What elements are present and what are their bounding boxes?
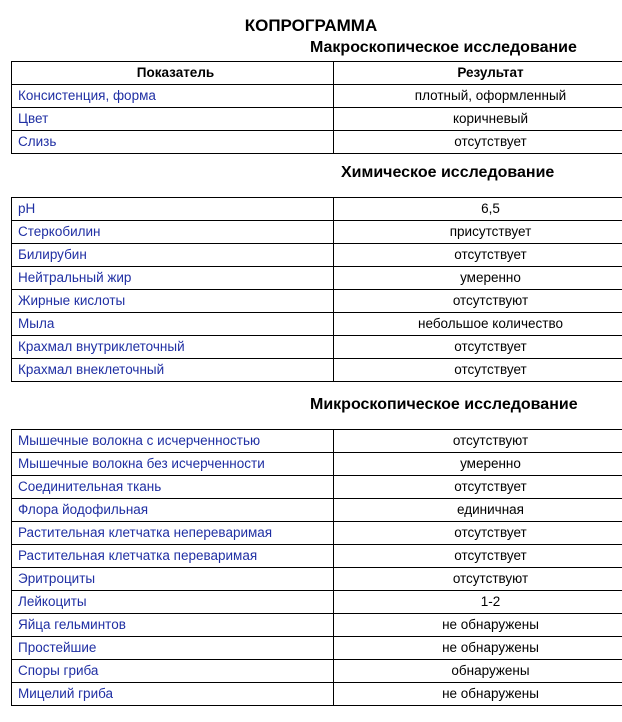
indicator-name: Мицелий гриба xyxy=(12,683,334,706)
table-row xyxy=(12,453,622,476)
indicator-result: умеренно xyxy=(334,267,622,290)
indicator-name: Мышечные волокна с исчерченностью xyxy=(12,430,334,453)
indicator-result: единичная xyxy=(334,499,622,522)
indicator-result: плотный, оформленный xyxy=(334,85,622,108)
indicator-name: Простейшие xyxy=(12,637,334,660)
indicator-result: отсутствуют xyxy=(334,430,622,453)
indicator-result: умеренно xyxy=(334,453,622,476)
table-row xyxy=(12,545,622,568)
indicator-name: Мышечные волокна без исчерченности xyxy=(12,453,334,476)
indicator-name: Растительная клетчатка переваримая xyxy=(12,545,334,568)
indicator-name: Флора йодофильная xyxy=(12,499,334,522)
table-row xyxy=(12,131,622,154)
header-result: Результат xyxy=(334,62,622,85)
indicator-result: отсутствует xyxy=(334,476,622,499)
table-row xyxy=(12,683,622,706)
indicator-result: коричневый xyxy=(334,108,622,131)
indicator-name: Лейкоциты xyxy=(12,591,334,614)
micro-section-heading: Микроскопическое исследование xyxy=(310,396,578,413)
indicator-name: Жирные кислоты xyxy=(12,290,334,313)
table-row xyxy=(12,198,622,221)
indicator-name: Растительная клетчатка непереваримая xyxy=(12,522,334,545)
table-header-row xyxy=(12,62,622,85)
micro-table xyxy=(11,429,622,706)
table-row xyxy=(12,614,622,637)
macro-table xyxy=(11,61,622,154)
table-row xyxy=(12,267,622,290)
table-row xyxy=(12,430,622,453)
table-row xyxy=(12,591,622,614)
indicator-result: 6,5 xyxy=(334,198,622,221)
indicator-result: отсутствует xyxy=(334,131,622,154)
indicator-name: Цвет xyxy=(12,108,334,131)
table-row xyxy=(12,244,622,267)
indicator-result: не обнаружены xyxy=(334,637,622,660)
indicator-name: Мыла xyxy=(12,313,334,336)
indicator-result: отсутствует xyxy=(334,522,622,545)
table-row xyxy=(12,476,622,499)
indicator-result: не обнаружены xyxy=(334,614,622,637)
macro-section-heading: Макроскопическое исследование xyxy=(310,39,577,56)
indicator-name: pH xyxy=(12,198,334,221)
table-row xyxy=(12,359,622,382)
indicator-result: отсутствует xyxy=(334,359,622,382)
table-row xyxy=(12,85,622,108)
indicator-result: отсутствует xyxy=(334,545,622,568)
indicator-result: отсутствуют xyxy=(334,568,622,591)
table-row xyxy=(12,108,622,131)
indicator-name: Крахмал внеклеточный xyxy=(12,359,334,382)
indicator-result: присутствует xyxy=(334,221,622,244)
indicator-result: 1-2 xyxy=(334,591,622,614)
table-row xyxy=(12,568,622,591)
indicator-result: не обнаружены xyxy=(334,683,622,706)
indicator-name: Эритроциты xyxy=(12,568,334,591)
indicator-result: отсутствует xyxy=(334,244,622,267)
table-row xyxy=(12,336,622,359)
indicator-name: Споры гриба xyxy=(12,660,334,683)
indicator-result: отсутствует xyxy=(334,336,622,359)
indicator-result: небольшое количество xyxy=(334,313,622,336)
indicator-name: Яйца гельминтов xyxy=(12,614,334,637)
indicator-result: обнаружены xyxy=(334,660,622,683)
indicator-result: отсутствуют xyxy=(334,290,622,313)
table-row xyxy=(12,313,622,336)
indicator-name: Соединительная ткань xyxy=(12,476,334,499)
table-row xyxy=(12,290,622,313)
table-row xyxy=(12,221,622,244)
header-indicator: Показатель xyxy=(12,62,334,85)
indicator-name: Консистенция, форма xyxy=(12,85,334,108)
chem-table xyxy=(11,197,622,382)
indicator-name: Слизь xyxy=(12,131,334,154)
indicator-name: Крахмал внутриклеточный xyxy=(12,336,334,359)
indicator-name: Билирубин xyxy=(12,244,334,267)
table-row xyxy=(12,660,622,683)
indicator-name: Стеркобилин xyxy=(12,221,334,244)
table-row xyxy=(12,499,622,522)
chem-section-heading: Химическое исследование xyxy=(341,164,555,181)
table-row xyxy=(12,522,622,545)
indicator-name: Нейтральный жир xyxy=(12,267,334,290)
document-title: КОПРОГРАММА xyxy=(244,16,378,35)
table-row xyxy=(12,637,622,660)
